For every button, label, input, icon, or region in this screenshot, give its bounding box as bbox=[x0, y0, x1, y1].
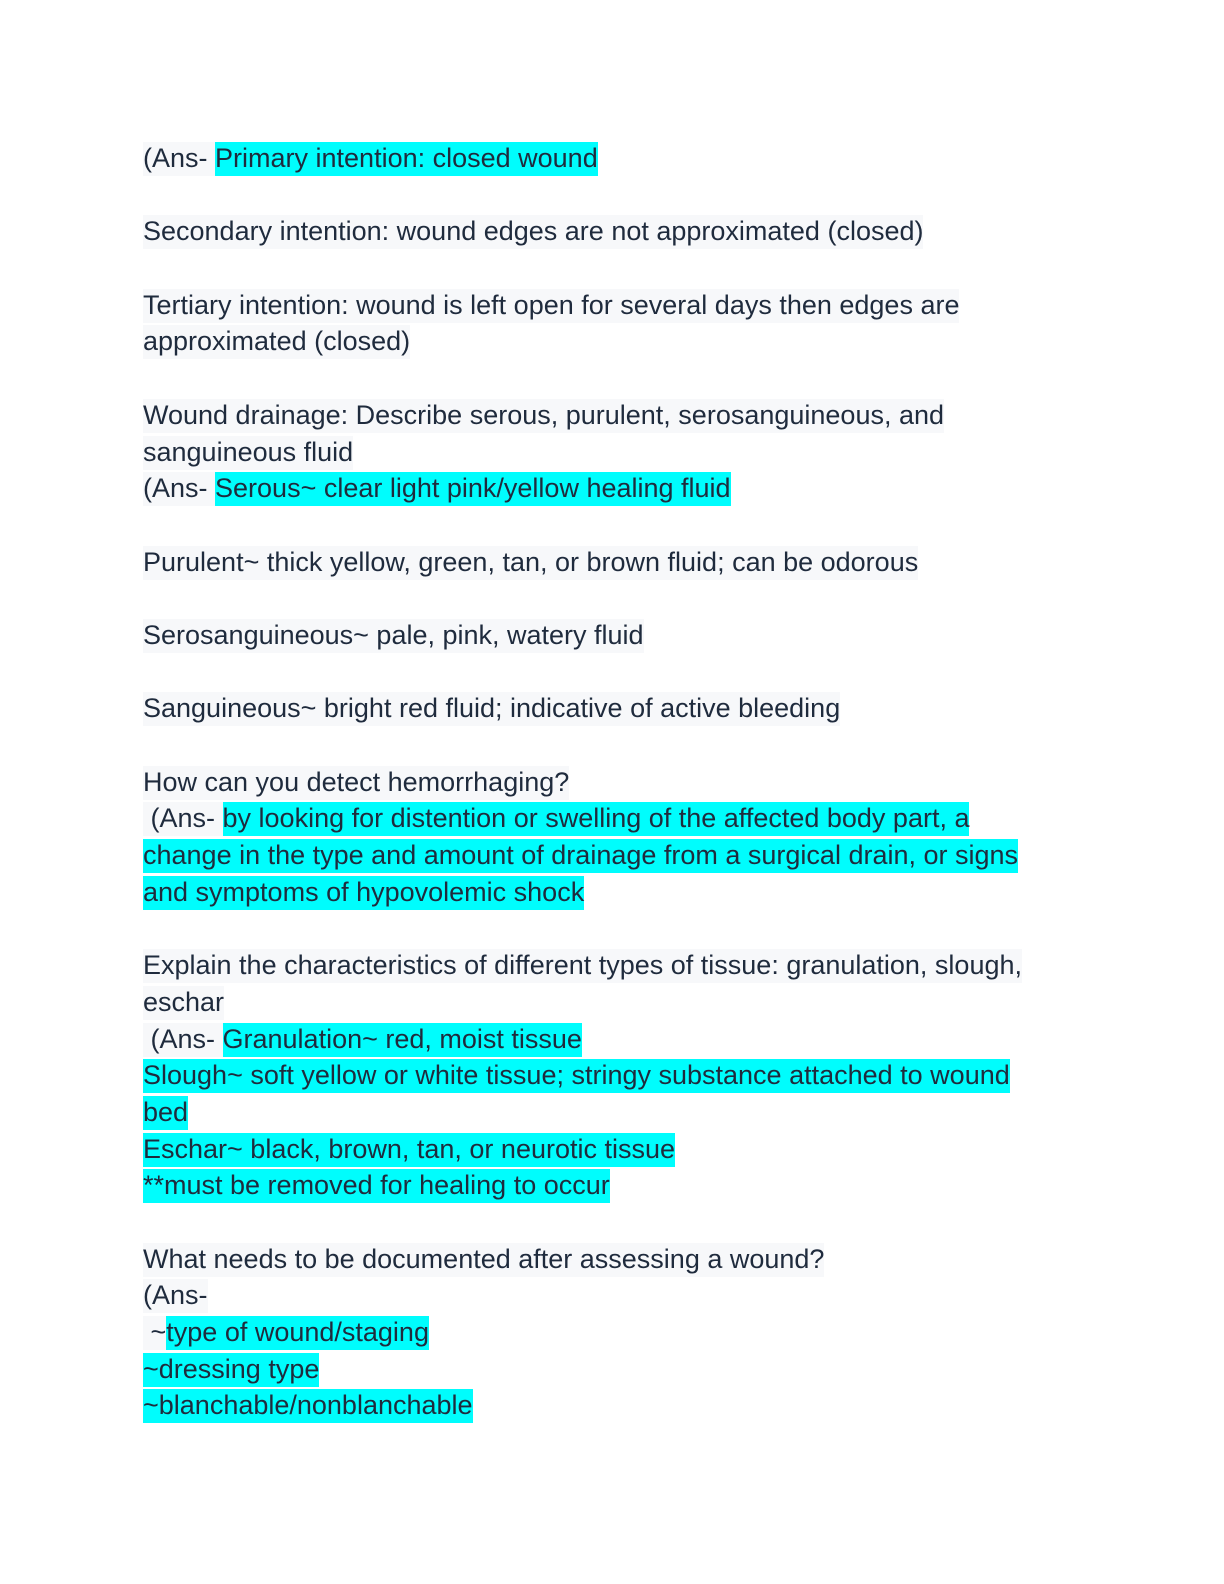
highlighted-answer-text: **must be removed for healing to occur bbox=[143, 1169, 610, 1203]
blank-line bbox=[143, 727, 1063, 764]
blank-line bbox=[143, 910, 1063, 947]
plain-text: (Ans- bbox=[143, 802, 223, 836]
highlighted-answer-text: Serous~ clear light pink/yellow healing fluid bbox=[215, 472, 731, 506]
plain-text: (Ans- bbox=[143, 1279, 208, 1313]
highlighted-answer-text: bed bbox=[143, 1096, 188, 1130]
highlighted-answer-text: type of wound/staging bbox=[166, 1316, 429, 1350]
text-line bbox=[143, 397, 1063, 434]
plain-text: Secondary intention: wound edges are not approximated (closed) bbox=[143, 215, 923, 249]
text-line bbox=[143, 1277, 1063, 1314]
text-line bbox=[143, 764, 1063, 801]
highlighted-answer-text: by looking for distention or swelling of the affected body part, a bbox=[223, 802, 970, 836]
text-line bbox=[143, 434, 1063, 471]
blank-line bbox=[143, 250, 1063, 287]
plain-text: (Ans- bbox=[143, 142, 215, 176]
plain-text: Serosanguineous~ pale, pink, watery fluid bbox=[143, 619, 644, 653]
text-line bbox=[143, 837, 1063, 874]
text-line bbox=[143, 1131, 1063, 1168]
highlighted-answer-text: ~blanchable/nonblanchable bbox=[143, 1389, 473, 1423]
plain-text: How can you detect hemorrhaging? bbox=[143, 766, 569, 800]
text-line bbox=[143, 1314, 1063, 1351]
text-line bbox=[143, 1241, 1063, 1278]
text-line bbox=[143, 617, 1063, 654]
plain-text: (Ans- bbox=[143, 472, 215, 506]
text-line bbox=[143, 544, 1063, 581]
text-line bbox=[143, 287, 1063, 324]
plain-text: What needs to be documented after assessing a wound? bbox=[143, 1243, 824, 1277]
highlighted-answer-text: and symptoms of hypovolemic shock bbox=[143, 876, 584, 910]
blank-line bbox=[143, 654, 1063, 691]
plain-text: Sanguineous~ bright red fluid; indicative of active bleeding bbox=[143, 692, 840, 726]
text-line bbox=[143, 140, 1063, 177]
plain-text: (Ans- bbox=[143, 1023, 223, 1057]
plain-text: Wound drainage: Describe serous, purulent, serosanguineous, and bbox=[143, 399, 944, 433]
text-line bbox=[143, 984, 1063, 1021]
plain-text: Tertiary intention: wound is left open for several days then edges are bbox=[143, 289, 959, 323]
highlighted-answer-text: Primary intention: closed wound bbox=[215, 142, 598, 176]
plain-text: sanguineous fluid bbox=[143, 436, 353, 470]
text-line bbox=[143, 947, 1063, 984]
text-line bbox=[143, 1021, 1063, 1058]
highlighted-answer-text: Granulation~ red, moist tissue bbox=[223, 1023, 582, 1057]
highlighted-answer-text: Eschar~ black, brown, tan, or neurotic tissue bbox=[143, 1133, 675, 1167]
text-line bbox=[143, 1167, 1063, 1204]
text-line bbox=[143, 213, 1063, 250]
text-line bbox=[143, 323, 1063, 360]
text-line bbox=[143, 470, 1063, 507]
highlighted-answer-text: Slough~ soft yellow or white tissue; stringy substance attached to wound bbox=[143, 1059, 1010, 1093]
plain-text: ~ bbox=[143, 1316, 166, 1350]
highlighted-answer-text: ~dressing type bbox=[143, 1353, 319, 1387]
text-line bbox=[143, 690, 1063, 727]
blank-line bbox=[143, 177, 1063, 214]
text-line bbox=[143, 1351, 1063, 1388]
text-line bbox=[143, 1094, 1063, 1131]
blank-line bbox=[143, 1204, 1063, 1241]
text-line bbox=[143, 1387, 1063, 1424]
text-line bbox=[143, 800, 1063, 837]
blank-line bbox=[143, 580, 1063, 617]
blank-line bbox=[143, 360, 1063, 397]
document-body bbox=[143, 140, 1063, 1424]
plain-text: Purulent~ thick yellow, green, tan, or brown fluid; can be odorous bbox=[143, 546, 918, 580]
highlighted-answer-text: change in the type and amount of drainage from a surgical drain, or signs bbox=[143, 839, 1018, 873]
text-line bbox=[143, 874, 1063, 911]
plain-text: approximated (closed) bbox=[143, 325, 410, 359]
text-line bbox=[143, 1057, 1063, 1094]
plain-text: eschar bbox=[143, 986, 224, 1020]
blank-line bbox=[143, 507, 1063, 544]
plain-text: Explain the characteristics of different types of tissue: granulation, slough, bbox=[143, 949, 1022, 983]
